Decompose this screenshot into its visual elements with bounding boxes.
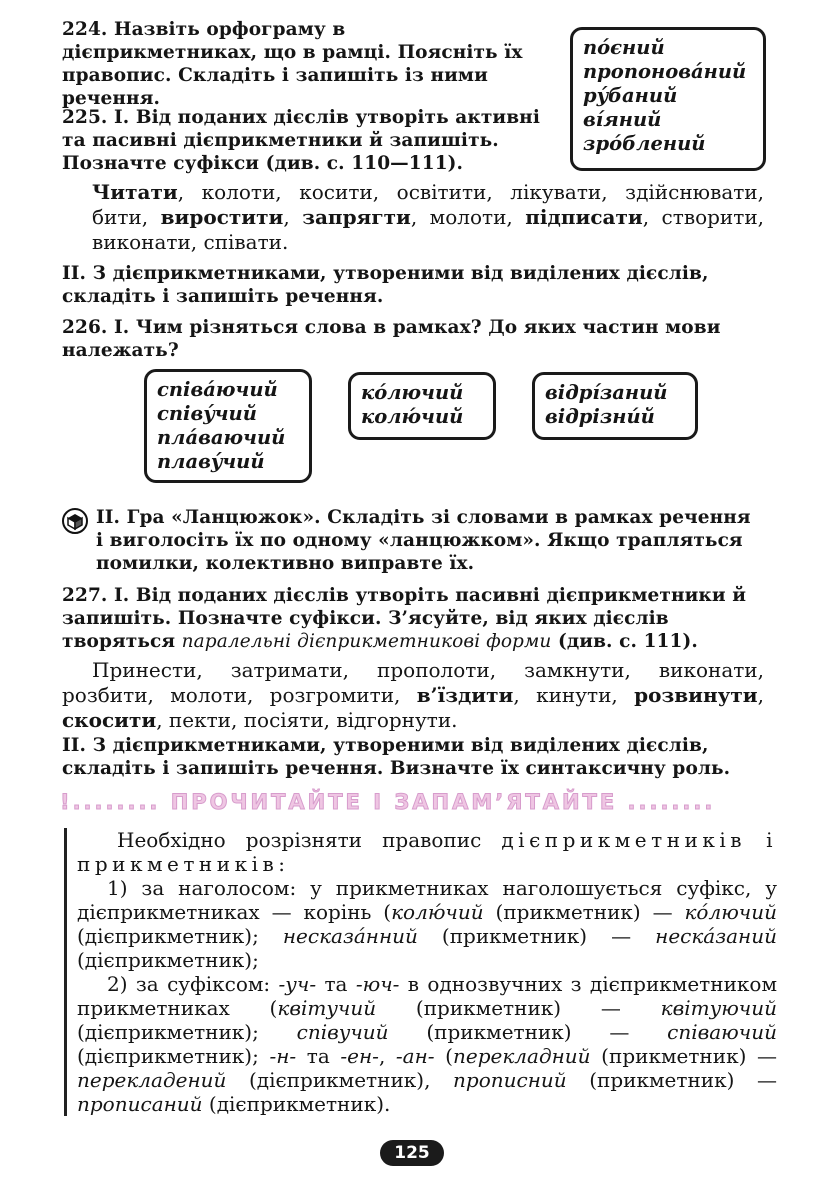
rule-term-participles: дієприкметників xyxy=(501,828,747,852)
box-word: зрóблений xyxy=(583,132,706,155)
highlighted-verb: підписати xyxy=(525,205,643,229)
exercise-227-part1 xyxy=(62,584,764,653)
exercise-term: паралельні дієприкметникові форми xyxy=(181,631,552,652)
example-word: колю́чий xyxy=(391,900,484,924)
exercise-226-part2 xyxy=(96,506,764,575)
exercise-225-words xyxy=(92,180,764,255)
example-word: -н- xyxy=(269,1044,297,1068)
text-run: (дієприкметник); xyxy=(77,1020,297,1044)
word-box-226-b xyxy=(348,372,496,440)
text-run: Принести, затримати, прополоти, замкнути, виконати, розбити, молоти, розгромити, xyxy=(62,658,764,707)
word-box-226-c xyxy=(532,372,698,440)
rule-term-adjectives: і прикметників xyxy=(77,828,777,876)
box-word: плавýчий xyxy=(157,450,265,473)
box-word: співýчий xyxy=(157,402,257,425)
text-run: (прикметник) — xyxy=(566,1068,778,1092)
example-word: перекладний xyxy=(452,1044,591,1068)
exercise-text: І. Від поданих дієслів утворіть активні та пасивні дієприкметники й запишіть. Позначте суфікси (див. с. 110—111). xyxy=(62,107,540,174)
rule-intro-space xyxy=(746,828,766,852)
exercise-text: Складіть зі словами в рамках речення і виголосіть їх по одному «ланцюжком». Якщо трапляться помилки, колективно виправте їх. xyxy=(96,507,751,574)
exercise-text: ІІ. З дієприкметниками, утвореними від виділених дієслів, складіть і запишіть речення. Визначте їх синтаксичну роль. xyxy=(62,735,731,779)
exercise-text: ІІ. З дієприкметниками, утвореними від виділених дієслів, складіть і запишіть речення. xyxy=(62,263,709,307)
example-word: квітучий xyxy=(277,996,377,1020)
exercise-text: І. Від поданих дієслів утворіть пасивні дієприкметники й запишіть. Позначте суфікси. З’ясуйте, від яких дієслів творяться xyxy=(62,585,747,652)
text-run: в однозвучних з дієприкметником прикметниках ( xyxy=(77,972,777,1020)
exercise-224 xyxy=(62,18,540,110)
example-word: несказáнний xyxy=(282,924,418,948)
game-title: ІІ. Гра «Ланцюжок». xyxy=(96,507,321,528)
text-run: , колоти, косити, освітити, лікувати, здійснювати, бити, xyxy=(92,180,764,229)
example-word: співучий xyxy=(296,1020,389,1044)
text-run: , кинути, xyxy=(513,683,635,707)
page-number: 125 xyxy=(380,1140,444,1166)
exercise-226-part1 xyxy=(62,316,764,362)
rule-point-1 xyxy=(77,876,777,972)
highlighted-verb: виростити xyxy=(160,205,284,229)
text-run: (дієприкметник), xyxy=(226,1068,454,1092)
exercise-number: 224. xyxy=(62,19,108,40)
exercise-text: І. Чим різняться слова в рамках? До яких частин мови належать? xyxy=(62,317,721,361)
text-run: (прикметник) — xyxy=(376,996,661,1020)
box-word: кóлючий xyxy=(361,381,464,404)
rule-intro xyxy=(77,828,777,876)
box-word: плáваючий xyxy=(157,426,286,449)
exercise-225-part1 xyxy=(62,106,542,175)
rule-point-2 xyxy=(77,972,777,1116)
text-run: , xyxy=(283,205,303,229)
exercise-number: 226. xyxy=(62,317,108,338)
box-word: пóєний xyxy=(583,36,665,59)
highlighted-verb: Читати xyxy=(92,180,178,204)
example-word: прописаний xyxy=(77,1092,203,1116)
box-word: відрізни́й xyxy=(545,405,655,428)
example-word: -уч- xyxy=(278,972,317,996)
box-word: вíяний xyxy=(583,108,662,131)
exercise-text-end: (див. с. 111). xyxy=(551,631,698,652)
highlighted-verb: в’їздити xyxy=(416,683,514,707)
rule-intro-text: Необхідно розрізняти правопис xyxy=(117,828,502,852)
exercise-225-part2 xyxy=(62,262,764,308)
exercise-number: 225. xyxy=(62,107,108,128)
box-word: співáючий xyxy=(157,378,278,401)
highlighted-verb: розвинути xyxy=(634,683,758,707)
text-run: , пекти, посіяти, відгорнути. xyxy=(156,708,458,732)
text-run: , xyxy=(378,1044,396,1068)
rule-intro-colon: : xyxy=(278,852,285,876)
box-word: рýбаний xyxy=(583,84,678,107)
text-run: (прикметник) — xyxy=(417,924,656,948)
text-run: 1) за наголосом: у прикметниках наголошується суфікс, у дієприкметниках — корінь ( xyxy=(77,876,777,924)
example-word: кóлючий xyxy=(684,900,777,924)
text-run: , xyxy=(757,683,764,707)
text-run: (дієприкметник). xyxy=(202,1092,391,1116)
text-run: (прикметник) — xyxy=(388,1020,668,1044)
text-run: та xyxy=(296,1044,341,1068)
text-run: (дієприкметник); xyxy=(77,1044,270,1068)
exercise-text: Назвіть орфограму в дієприкметниках, що в рамці. Поясніть їх правопис. Складіть і запишіть із ними речення. xyxy=(62,19,523,109)
text-run: (прикметник) — xyxy=(483,900,685,924)
example-word: нескáзаний xyxy=(655,924,777,948)
rule-heading: !........ ПРОЧИТАЙТЕ І ЗАПАМ’ЯТАЙТЕ ........ xyxy=(60,790,716,814)
game-box-icon xyxy=(62,508,88,534)
example-word: -ан- xyxy=(395,1044,435,1068)
word-box-226-a xyxy=(144,369,312,483)
highlighted-verb: запрягти xyxy=(302,205,411,229)
text-run: , створити, виконати, співати. xyxy=(92,205,765,254)
text-run: (прикметник) — xyxy=(590,1044,777,1068)
box-word: відрíзаний xyxy=(545,381,668,404)
example-word: перекладений xyxy=(77,1068,227,1092)
text-run: (дієприкметник); xyxy=(77,924,283,948)
text-run: та xyxy=(316,972,356,996)
box-word: колю́чий xyxy=(361,405,464,428)
text-run: , молоти, xyxy=(410,205,526,229)
exercise-number: 227. xyxy=(62,585,108,606)
example-word: квітуючий xyxy=(660,996,777,1020)
rule-block xyxy=(64,828,777,1116)
exercise-227-words xyxy=(62,658,764,733)
text-run: ( xyxy=(434,1044,453,1068)
text-run: 2) за суфіксом: xyxy=(107,972,279,996)
exercise-227-part2 xyxy=(62,734,764,780)
word-box-224 xyxy=(570,27,766,171)
box-word: пропоновáний xyxy=(583,60,747,83)
text-run: (дієприкметник); xyxy=(77,948,259,972)
example-word: -ен- xyxy=(340,1044,379,1068)
highlighted-verb: скосити xyxy=(62,708,157,732)
example-word: прописний xyxy=(453,1068,567,1092)
example-word: -юч- xyxy=(355,972,400,996)
example-word: співаючий xyxy=(667,1020,777,1044)
